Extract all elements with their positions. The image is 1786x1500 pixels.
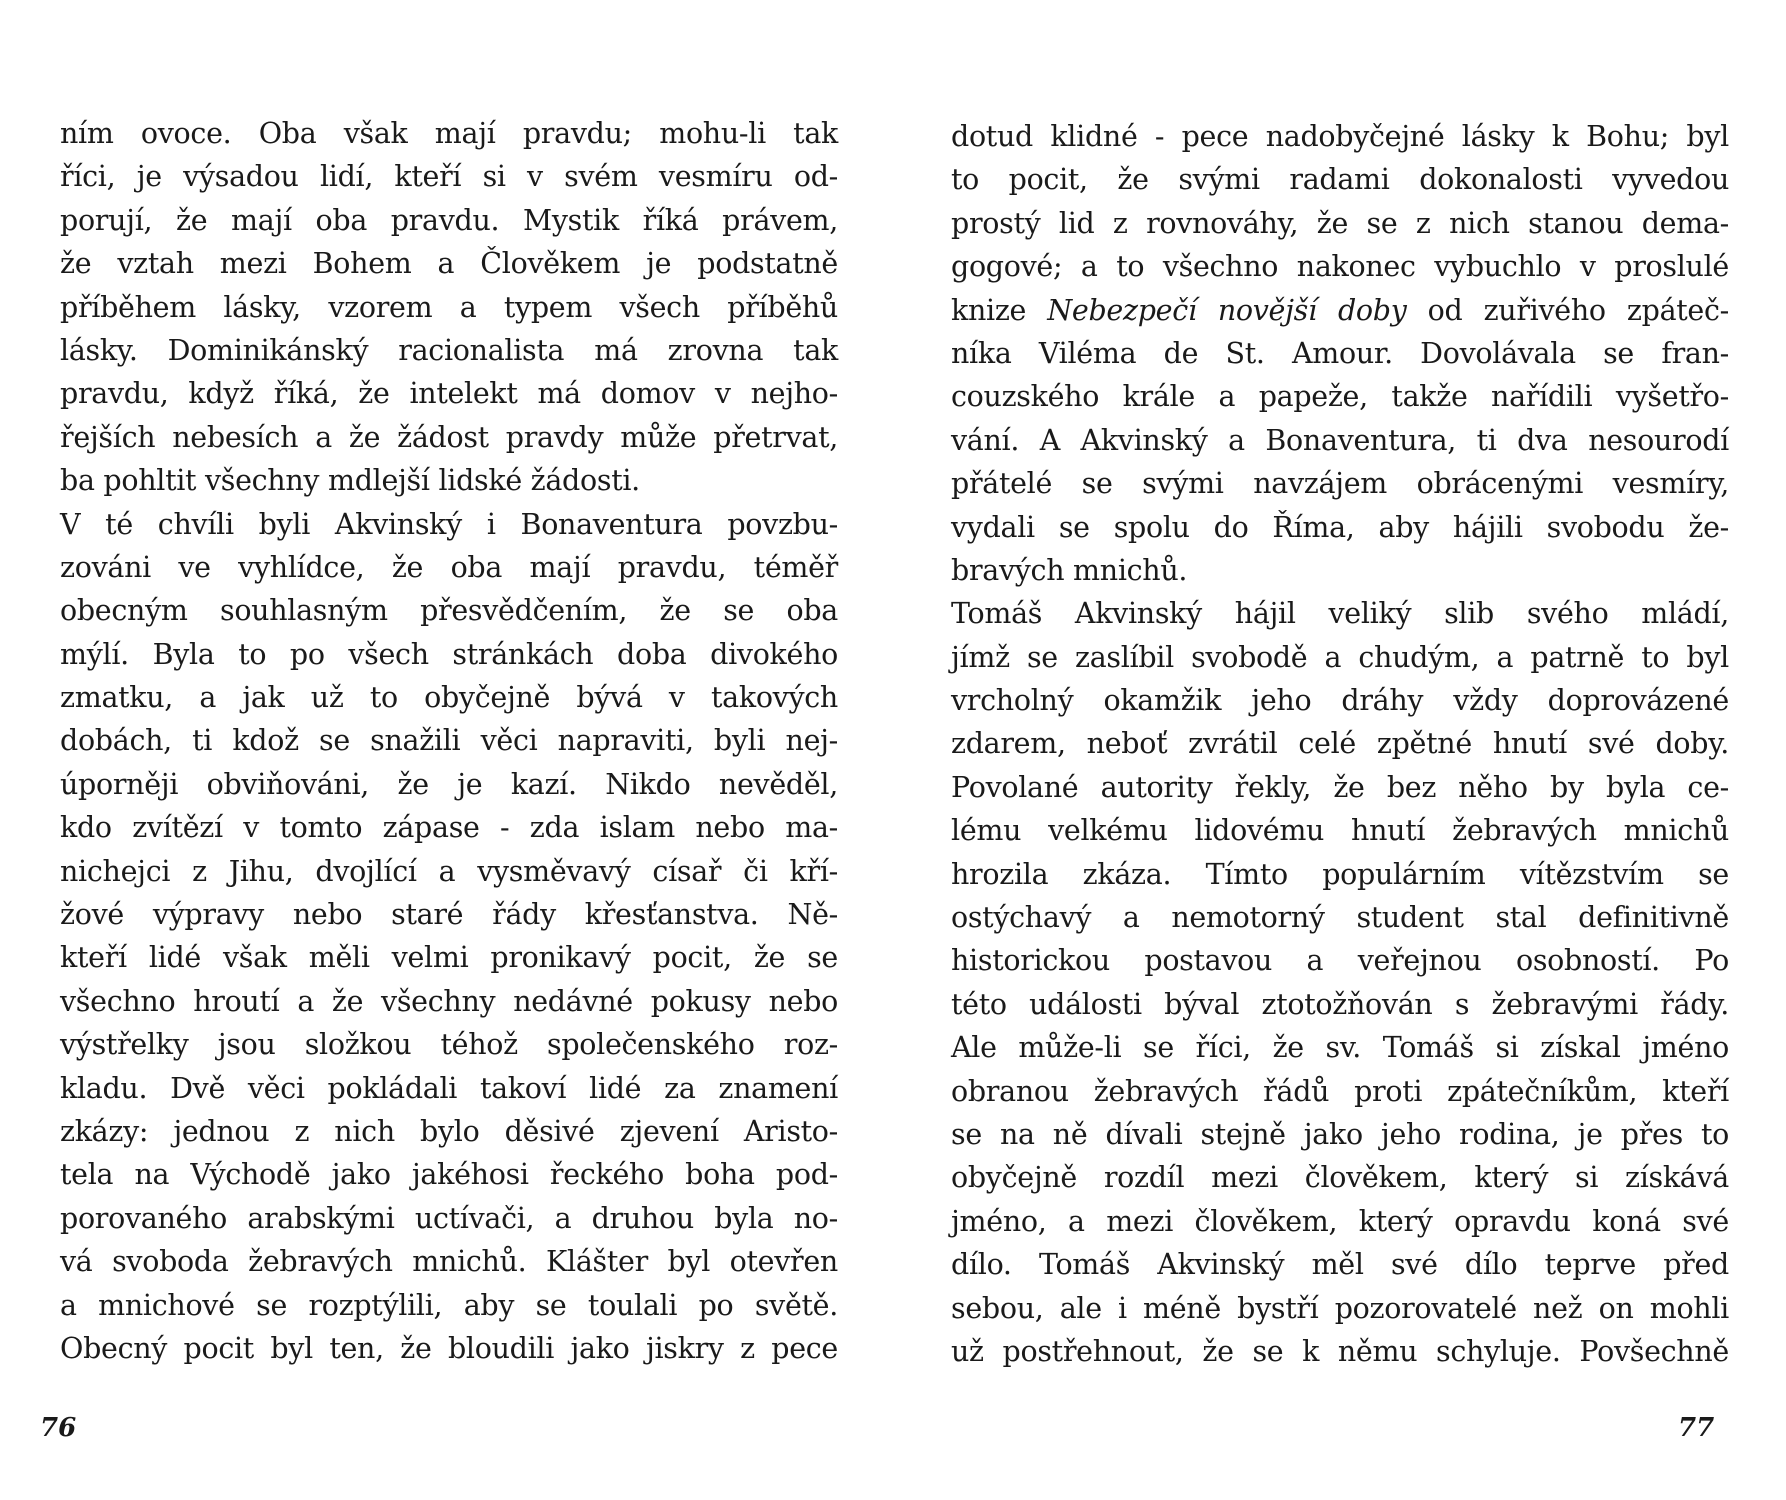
- text-line: [60, 1023, 838, 1066]
- text-line-content: kteří lidé však měli velmi pronikavý pocit, že se: [60, 941, 838, 975]
- text-line: [60, 1240, 838, 1283]
- text-line-content: porují, že mají oba pravdu. Mystik říká právem,: [60, 203, 838, 237]
- right-page-text: [951, 115, 1729, 1373]
- text-line-content: dílo. Tomáš Akvinský měl své dílo teprve před: [951, 1248, 1729, 1282]
- text-line-content: žové výpravy nebo staré řády křesťanstva. Ně-: [60, 898, 838, 932]
- text-line-content: jméno, a mezi člověkem, který opravdu koná své: [951, 1204, 1729, 1238]
- text-line-content: kladu. Dvě věci pokládali takoví lidé za znamení: [60, 1071, 838, 1105]
- text-line-content: ostýchavý a nemotorný student stal definitivně: [951, 901, 1729, 935]
- text-line-content: hrozila zkáza. Tímto populárním vítězstvím se: [951, 857, 1729, 891]
- text-line: [951, 809, 1729, 852]
- text-line: [951, 1330, 1729, 1373]
- text-line: [951, 722, 1729, 765]
- text-line: [60, 676, 838, 719]
- text-line-content: to pocit, že svými radami dokonalosti vyvedou: [951, 163, 1729, 197]
- text-line: [951, 202, 1729, 245]
- text-line-content: této události býval ztotožňován s žebravými řády.: [951, 987, 1729, 1021]
- text-line-content: ba pohltit všechny mdlejší lidské žádosti.: [60, 464, 640, 498]
- text-line: [951, 1243, 1729, 1286]
- text-line: [60, 980, 838, 1023]
- text-line-content: mýlí. Byla to po všech stránkách doba divokého: [60, 637, 838, 671]
- text-line-content: prostý lid z rovnováhy, že se z nich stanou dema-: [951, 206, 1729, 240]
- text-line-content: vrcholný okamžik jeho dráhy vždy doprovázené: [951, 684, 1729, 718]
- text-line-content: Ale může-li se říci, že sv. Tomáš si získal jméno: [951, 1031, 1729, 1065]
- text-line: [951, 1156, 1729, 1199]
- text-line-content: Obecný pocit byl ten, že bloudili jako jiskry z pece: [60, 1331, 838, 1365]
- text-line-content: všechno hroutí a že všechny nedávné pokusy nebo: [60, 984, 838, 1018]
- text-line-content: řejších nebesích a že žádost pravdy může přetrvat,: [60, 420, 838, 454]
- text-line-content: zováni ve vyhlídce, že oba mají pravdu, téměř: [60, 550, 838, 584]
- text-line-content: výstřelky jsou složkou téhož společenského roz-: [60, 1028, 838, 1062]
- text-line: [951, 289, 1729, 332]
- text-line-content: porovaného arabskými uctívači, a druhou byla no-: [60, 1201, 838, 1235]
- text-line: [951, 636, 1729, 679]
- text-line: [951, 506, 1729, 549]
- text-line-content: kdo zvítězí v tomto zápase - zda islam nebo ma-: [60, 811, 838, 845]
- text-line: [951, 1113, 1729, 1156]
- text-line-content: vání. A Akvinský a Bonaventura, ti dva nesourodí: [951, 423, 1729, 457]
- text-line: [60, 546, 838, 589]
- text-line: [60, 286, 838, 329]
- text-line: [951, 419, 1729, 462]
- text-line-content: obyčejně rozdíl mezi člověkem, který si získává: [951, 1161, 1729, 1195]
- text-line: [951, 462, 1729, 505]
- text-line: [951, 245, 1729, 288]
- text-line-content: níka Viléma de St. Amour. Dovolávala se fran-: [951, 336, 1729, 370]
- text-line: [951, 332, 1729, 375]
- text-line-content: sebou, ale i méně bystří pozorovatelé než on mohli: [951, 1291, 1729, 1325]
- right-page: [893, 0, 1786, 1500]
- text-line-content: se na ně dívali stejně jako jeho rodina, je přes to: [951, 1117, 1729, 1151]
- text-line: [951, 1287, 1729, 1330]
- text-line-content: V té chvíli byli Akvinský i Bonaventura povzbu-: [60, 507, 838, 541]
- text-line-content: obecným souhlasným přesvědčením, že se oba: [60, 594, 838, 628]
- text-line: [951, 158, 1729, 201]
- text-line-content: zkázy: jednou z nich bylo děsivé zjevení Aristo-: [60, 1114, 838, 1148]
- text-line-content: přátelé se svými navzájem obrácenými vesmíry,: [951, 467, 1729, 501]
- text-line: [60, 589, 838, 632]
- text-line: [951, 1026, 1729, 1069]
- text-line: [60, 1327, 838, 1370]
- text-line-content: historickou postavou a veřejnou osobností. Po: [951, 944, 1729, 978]
- text-line-content: že vztah mezi Bohem a Člověkem je podstatně: [60, 247, 838, 281]
- text-line: [60, 503, 838, 546]
- text-line-content: gogové; a to všechno nakonec vybuchlo v proslulé: [951, 250, 1729, 284]
- text-line: [951, 939, 1729, 982]
- text-line-content: obranou žebravých řádů proti zpátečníkům, kteří: [951, 1074, 1729, 1108]
- text-line: [951, 1200, 1729, 1243]
- text-line-content: knize Nebezpečí novější doby od zuřivého zpáteč-: [951, 293, 1729, 327]
- text-line-content: tela na Východě jako jakéhosi řeckého boha pod-: [60, 1158, 838, 1192]
- text-line: [60, 372, 838, 415]
- text-line: [60, 850, 838, 893]
- text-line-content: lému velkému lidovému hnutí žebravých mnichů: [951, 814, 1729, 848]
- text-line: [951, 853, 1729, 896]
- text-line-content: lásky. Dominikánský racionalista má zrovna tak: [60, 333, 838, 367]
- text-line-content: vydali se spolu do Říma, aby hájili svobodu že-: [951, 510, 1729, 544]
- book-title-italic: Nebezpečí novější doby: [1047, 293, 1407, 327]
- text-line: [60, 1110, 838, 1153]
- text-line: [951, 375, 1729, 418]
- text-line-content: bravých mnichů.: [951, 553, 1188, 587]
- left-page-text: [60, 112, 838, 1370]
- page-number-right: 77: [1678, 1413, 1715, 1443]
- text-line: [60, 719, 838, 762]
- text-line: [60, 1197, 838, 1240]
- text-line-content: úporněji obviňováni, že je kazí. Nikdo nevěděl,: [60, 767, 838, 801]
- text-line-content: couzského krále a papeže, takže nařídili vyšetřo-: [951, 380, 1729, 414]
- text-line-content: zdarem, neboť zvrátil celé zpětné hnutí své doby.: [951, 727, 1729, 761]
- text-line: [60, 763, 838, 806]
- text-line-content: a mnichové se rozptýlili, aby se toulali po světě.: [60, 1288, 838, 1322]
- text-line-content: už postřehnout, že se k němu schyluje. Povšechně: [951, 1334, 1729, 1368]
- text-line-content: Tomáš Akvinský hájil veliký slib svého mládí,: [951, 597, 1729, 631]
- text-line: [951, 115, 1729, 158]
- text-line: [951, 896, 1729, 939]
- text-line-content: dotud klidné - pece nadobyčejné lásky k Bohu; byl: [951, 120, 1729, 153]
- text-line: [60, 1153, 838, 1196]
- text-line: [60, 155, 838, 198]
- text-line-content: Povolané autority řekly, že bez něho by byla ce-: [951, 770, 1729, 804]
- text-line: [60, 633, 838, 676]
- text-line: [60, 1067, 838, 1110]
- text-line: [951, 592, 1729, 635]
- text-line-content: dobách, ti kdož se snažili věci napraviti, byli nej-: [60, 724, 838, 758]
- text-line: [951, 983, 1729, 1026]
- text-line: [951, 766, 1729, 809]
- page-number-left: 76: [40, 1413, 77, 1443]
- text-line: [60, 416, 838, 459]
- text-line-content: pravdu, když říká, že intelekt má domov v nejho-: [60, 377, 838, 411]
- text-line: [951, 549, 1729, 592]
- text-line: [951, 1070, 1729, 1113]
- text-line: [951, 679, 1729, 722]
- text-line: [60, 893, 838, 936]
- text-line: [60, 936, 838, 979]
- text-line-content: zmatku, a jak už to obyčejně bývá v takových: [60, 681, 838, 715]
- text-line: [60, 1284, 838, 1327]
- text-line: [60, 806, 838, 849]
- text-line-content: říci, je výsadou lidí, kteří si v svém vesmíru od-: [60, 160, 838, 194]
- text-line: [60, 459, 838, 502]
- text-line-content: jímž se zaslíbil svobodě a chudým, a patrně to byl: [951, 640, 1729, 674]
- text-line: [60, 329, 838, 372]
- text-line: [60, 242, 838, 285]
- text-line-content: příběhem lásky, vzorem a typem všech příběhů: [60, 290, 838, 324]
- text-line-content: vá svoboda žebravých mnichů. Klášter byl otevřen: [60, 1245, 838, 1279]
- text-line-content: nichejci z Jihu, dvojlící a vysměvavý císař či kří-: [60, 854, 838, 888]
- text-line: [60, 112, 838, 155]
- text-line: [60, 199, 838, 242]
- text-line-content: ním ovoce. Oba však mají pravdu; mohu-li tak: [60, 117, 838, 150]
